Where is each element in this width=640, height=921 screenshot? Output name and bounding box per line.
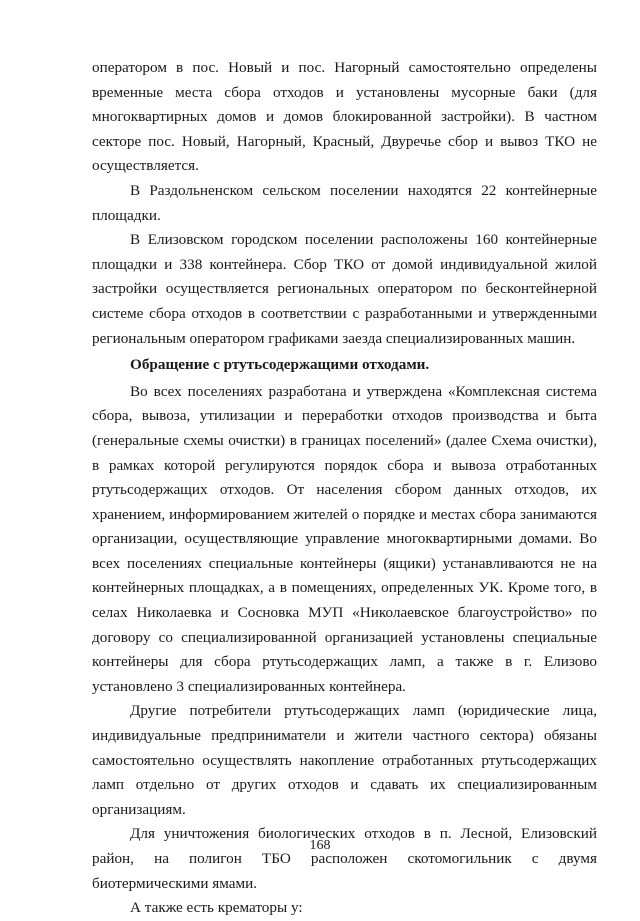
paragraph-elizovskoe: В Елизовском городском поселении расположены 160 контейнерные площадки и 338 контейнера. Сбор ТКО от домой индивидуальной жилой застройки осуществляется региональных оператором по бесконтейнерной системе сбора отходов в соответствии с разработанными и утвержденными региональным оператором графиками заезда специализированных машин. xyxy=(92,231,597,347)
paragraph-mercury-system: Во всех поселениях разработана и утверждена «Комплексная система сбора, вывоза, утилизации и переработки отходов производства и быта (генеральные схемы очистки) в границах поселений» (далее Схема очистки), в рамках которой регулируются порядок сбора и вывоза отработанных ртутьсодержащих отходов. От населения сбором данных отходов, их хранением, информированием жителей о порядке и местах сбора занимаются организации, осуществляющие управление многоквартирными домами. Во всех поселениях специальные контейнеры (ящики) устанавливаются не на контейнерных площадках, а в помещениях, определенных УК. Кроме того, в селах Николаевка и Сосновка МУП «Николаевское благоустройство» по договору со специализированной организацией установлены специальные контейнеры для сбора ртутьсодержащих ламп, а также в г. Елизово установлено 3 специализированных контейнера. xyxy=(92,382,597,695)
paragraph-other-consumers: Другие потребители ртутьсодержащих ламп (юридические лица, индивидуальные предприниматели и жители частного сектора) обязаны самостоятельно осуществлять накопление отработанных ртутьсодержащих ламп отдельно от других отходов и сдавать их специализированным организациям. xyxy=(92,702,597,818)
page-number: 168 xyxy=(309,838,331,853)
page-body xyxy=(92,56,597,921)
section-heading: Обращение с ртутьсодержащими отходами. xyxy=(130,356,430,374)
paragraph-crematoria: А также есть крематоры у: xyxy=(130,899,303,917)
paragraph-biological-waste: Для уничтожения биологических отходов в п. Лесной, Елизовский район, на полигон ТБО расположен скотомогильник с двумя биотермическими ямами. xyxy=(92,825,597,892)
paragraph-razdolnenskoe: В Раздольненском сельском поселении находятся 22 контейнерные площадки. xyxy=(92,181,597,224)
paragraph-continuation: оператором в пос. Новый и пос. Нагорный самостоятельно определены временные места сбора отходов и установлены мусорные баки (для многоквартирных домов и домов блокированной застройки). В частном секторе пос. Новый, Нагорный, Красный, Двуречье сбор и вывоз ТКО не осуществляется. xyxy=(92,59,597,175)
